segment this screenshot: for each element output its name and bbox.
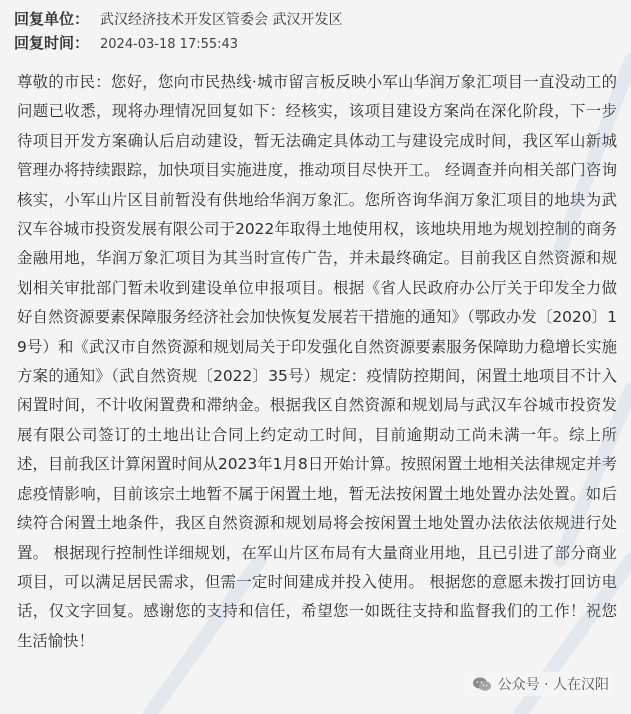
reply-unit-value: 武汉经济技术开发区管委会 武汉开发区 (100, 12, 343, 28)
reply-time-row (14, 32, 617, 56)
account-credit (468, 672, 613, 696)
reply-time-value: 2024-03-18 17:55:43 (100, 37, 239, 52)
reply-unit-label: 回复单位： (14, 10, 90, 28)
reply-body-text: 尊敬的市民：您好，您向市民热线·城市留言板反映小军山华润万象汇项目一直没动工的问题已收悉，现将办理情况回复如下：经核实，该项目建设方案尚在深化阶段，下一步待项目开发方案确认后启动建设，暂无法确定具体动工与建设完成时间，我区军山新城管理办将持续跟踪，加快项目实施进度，推动项目尽快开工。 经调查并向相关部门咨询核实，小军山片区目前暂没有供地给华润万象汇。您所咨询华润万象汇项目的地块为武汉车谷城市投资发展有限公司于2022年取得土地使用权，该地块用地为规划控制的商务金融用地，华润万象汇项目为其当时宣传广告，并未最终确定。目前我区自然资源和规划相关审批部门暂未收到建设单位申报项目。根据《省人民政府办公厅关于印发全力做好自然资源要素保障服务经济社会加快恢复发展若干措施的通知》（鄂政办发〔2020〕19号）和《武汉市自然资源和规划局关于印发强化自然资源要素服务保障助力稳增长实施方案的通知》（武自然资规〔2022〕35号）规定：疫情防控期间，闲置土地项目不计入闲置时间，不计收闲置费和滞纳金。根据我区自然资源和规划局与武汉车谷城市投资发展有限公司签订的土地出让合同上约定动工时间，目前逾期动工尚未满一年。综上所述，目前我区计算闲置时间从2023年1月8日开始计算。按照闲置土地相关法律规定并考虑疫情影响，目前该宗土地暂不属于闲置土地，暂无法按闲置土地处置办法处置。如后续符合闲置土地条件，我区自然资源和规划局将会按闲置土地处置办法依法依规进行处置。 根据现行控制性详细规划，在军山片区布局有大量商业用地，且已引进了部分商业项目，可以满足居民需求，但需一定时间建成并投入使用。 根据您的意愿未拨打回访电话，仅文字回复。感谢您的支持和信任，希望您一如既往支持和监督我们的工作！祝您生活愉快！ (17, 73, 617, 650)
account-credit-text: 公众号 · 人在汉阳 (497, 677, 609, 693)
reply-unit-row (14, 8, 617, 32)
reply-header (14, 8, 617, 56)
wechat-icon (472, 676, 492, 692)
reply-time-label: 回复时间： (14, 34, 90, 52)
